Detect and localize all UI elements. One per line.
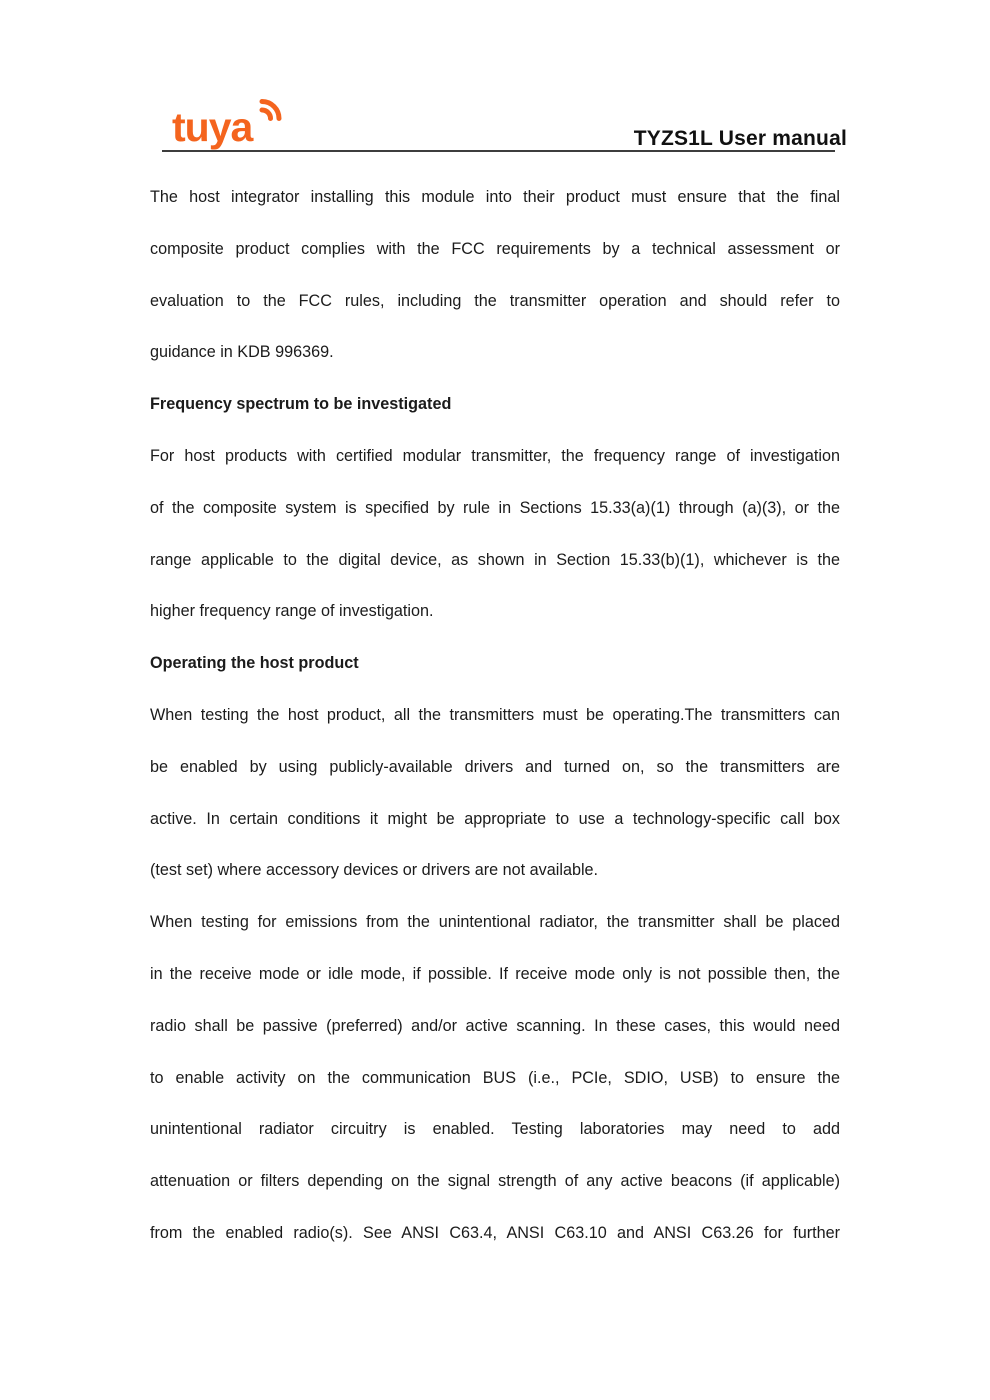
text-line: of the composite system is specified by rule in Sections 15.33(a)(1) through (a)(3), or the [150,498,840,517]
paragraph-fcc-compliance [150,172,840,379]
document-body [150,172,840,1260]
text-line: higher frequency range of investigation. [150,602,434,621]
text-line: attenuation or filters depending on the signal strength of any active beacons (if applicable) [150,1172,840,1191]
text-line: evaluation to the FCC rules, including the transmitter operation and should refer to [150,291,840,310]
tuya-logo-text: tuya [172,104,253,150]
header-rule [162,150,835,152]
text-line: composite product complies with the FCC requirements by a technical assessment or [150,239,840,258]
text-line: active. In certain conditions it might be appropriate to use a technology-specific call box [150,809,840,828]
document-title: TYZS1L User manual [633,127,847,150]
text-line: When testing the host product, all the transmitters must be operating.The transmitters can [150,705,840,724]
text-line: The host integrator installing this module into their product must ensure that the final [150,188,840,206]
text-line: from the enabled radio(s). See ANSI C63.4, ANSI C63.10 and ANSI C63.26 for further [150,1223,840,1242]
text-line: For host products with certified modular transmitter, the frequency range of investigation [150,446,840,465]
text-line: When testing for emissions from the unintentional radiator, the transmitter shall be placed [150,913,840,932]
tuya-logo [172,98,290,154]
heading-frequency-spectrum: Frequency spectrum to be investigated [150,395,452,414]
tuya-logo-graphic [172,98,290,154]
wifi-signal-icon [262,102,279,119]
text-line: radio shall be passive (preferred) and/or active scanning. In these cases, this would need [150,1016,840,1035]
text-line: range applicable to the digital device, as shown in Section 15.33(b)(1), whichever is the [150,550,840,569]
paragraph-frequency-range [150,431,840,638]
text-line: to enable activity on the communication BUS (i.e., PCIe, SDIO, USB) to ensure the [150,1068,840,1087]
text-line: be enabled by using publicly-available drivers and turned on, so the transmitters are [150,757,840,776]
paragraph-unintentional-radiator [150,897,840,1260]
text-line: in the receive mode or idle mode, if possible. If receive mode only is not possible then, the [150,964,840,983]
text-line: guidance in KDB 996369. [150,343,334,362]
text-line: unintentional radiator circuitry is enabled. Testing laboratories may need to add [150,1120,840,1139]
heading-operating-host-product: Operating the host product [150,654,359,673]
paragraph-testing-host-product [150,690,840,897]
text-line: (test set) where accessory devices or drivers are not available. [150,861,599,880]
